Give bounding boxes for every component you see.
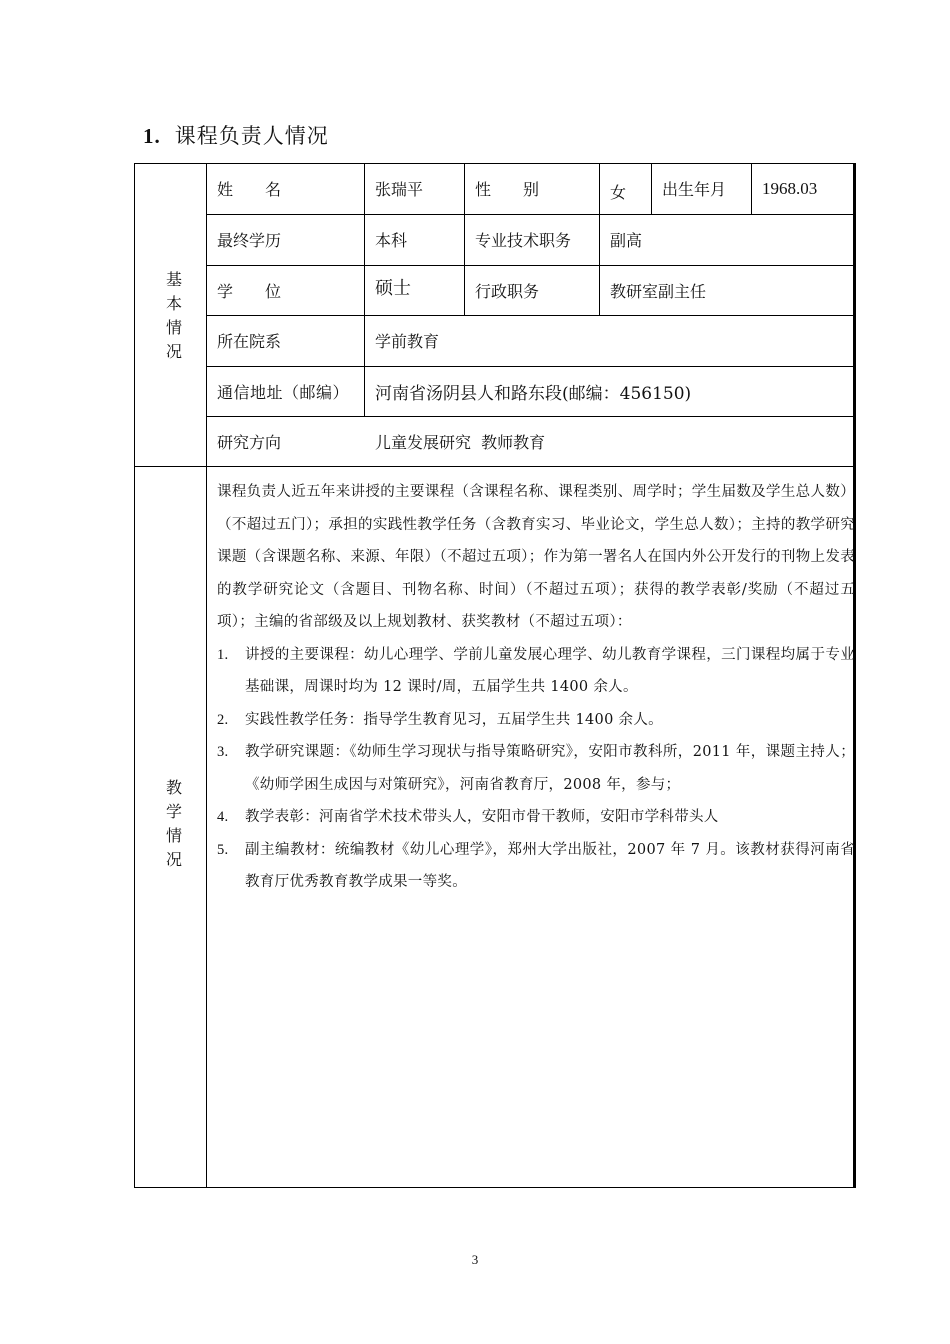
teaching-side-label	[164, 776, 184, 872]
basic-side-char: 基	[165, 270, 182, 289]
basic-side-char: 情	[165, 318, 182, 337]
teaching-list	[217, 639, 855, 899]
education-value: 本科	[375, 231, 408, 250]
item-number: 1.	[217, 646, 229, 663]
address-label: 通信地址（邮编）	[217, 382, 350, 402]
item-text: 讲授的主要课程：幼儿心理学、学前儿童发展心理学、幼儿教育学课程，三门课程均属于专业基础课，周课时均为 12 课时/周，五届学生共 1400 余人。	[245, 646, 855, 695]
section-divider	[134, 466, 856, 467]
basic-side-char: 本	[165, 294, 182, 313]
admin-position-label: 行政职务	[475, 281, 540, 301]
gender-label: 性 别	[475, 180, 540, 199]
item-number: 4.	[217, 809, 229, 825]
page-number: 3	[471, 1252, 479, 1267]
teaching-side-char: 教	[165, 778, 182, 797]
teaching-intro: 课程负责人近五年来讲授的主要课程（含课程名称、课程类别、周学时；学生届数及学生总人数）（不超过五门）；承担的实践性教学任务（含教育实习、毕业论文，学生总人数）；主持的教学研究课题（含课题名称、来源、年限）（不超过五项）；作为第一署名人在国内外公开发行的刊物上发表的教学研究论文（含题目、刊物名称、时间）（不超过五项）；获得的教学表彰/奖励（不超过五项）；主编的省部级及以上规划教材、获奖教材（不超过五项）：	[217, 484, 855, 630]
list-item	[217, 639, 855, 704]
professional-title-value: 副高	[610, 231, 643, 250]
item-number: 2.	[217, 711, 229, 728]
item-text: 副主编教材：统编教材《幼儿心理学》，郑州大学出版社，2007 年 7 月。该教材获得河南省教育厅优秀教育教学成果一等奖。	[245, 841, 855, 890]
research-value: 儿童发展研究 教师教育	[375, 432, 546, 452]
research-label: 研究方向	[217, 432, 282, 452]
address-value: 河南省汤阴县人和路东段(邮编：456150)	[375, 383, 692, 404]
item-text: 教学表彰：河南省学术技术带头人，安阳市骨干教师，安阳市学科带头人	[245, 809, 719, 825]
item-number: 3.	[217, 744, 229, 760]
teaching-side-char: 情	[165, 826, 182, 845]
name-label: 姓 名	[217, 180, 282, 199]
department-label: 所在院系	[217, 332, 282, 351]
item-number: 5.	[217, 841, 229, 858]
basic-side-char: 况	[165, 342, 182, 361]
section-title	[143, 120, 329, 150]
education-label: 最终学历	[217, 231, 282, 250]
department-value: 学前教育	[375, 332, 440, 351]
basic-side-label	[164, 268, 184, 364]
list-item	[217, 801, 855, 834]
teaching-content	[217, 476, 855, 899]
degree-label: 学 位	[217, 281, 282, 301]
admin-position-value: 教研室副主任	[610, 281, 707, 301]
list-item	[217, 704, 855, 737]
teaching-side-char: 学	[165, 802, 182, 821]
degree-value: 硕士	[375, 278, 411, 299]
professional-title-label: 专业技术职务	[475, 231, 572, 250]
section-title-text: 课程负责人情况	[174, 124, 329, 148]
list-item	[217, 736, 855, 801]
teaching-side-char: 况	[165, 850, 182, 869]
name-value: 张瑞平	[375, 180, 424, 199]
gender-value: 女	[610, 183, 627, 202]
list-item	[217, 834, 855, 899]
item-text: 实践性教学任务：指导学生教育见习，五届学生共 1400 余人。	[245, 711, 663, 728]
section-number: 1.	[143, 124, 161, 148]
birth-label: 出生年月	[662, 180, 727, 199]
birth-value: 1968.03	[762, 178, 818, 198]
item-text: 教学研究课题：《幼师生学习现状与指导策略研究》，安阳市教科所，2011 年，课题主持人；《幼师学困生成因与对策研究》，河南省教育厅，2008 年，参与；	[245, 744, 855, 793]
